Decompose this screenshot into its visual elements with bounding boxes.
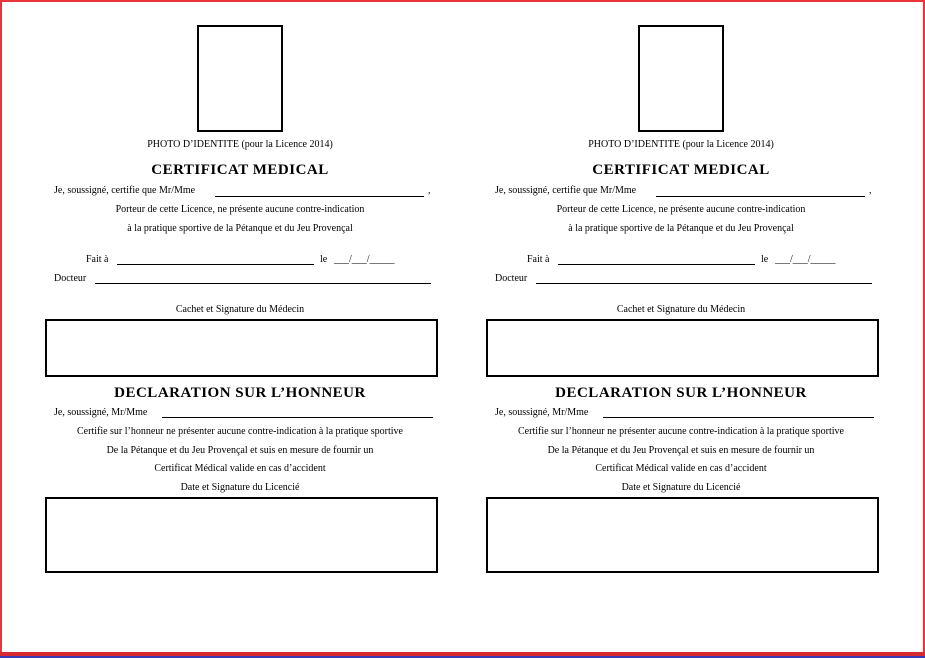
fait-label: Fait à [527,254,550,265]
doctor-signature-box[interactable] [486,319,879,377]
photo-caption: PHOTO D’IDENTITE (pour la Licence 2014) [588,139,774,150]
cert-name-field[interactable] [656,196,865,197]
date-field[interactable]: ___/___/_____ [775,254,836,265]
docteur-label: Docteur [54,273,87,284]
decl-text-3: Certificat Médical valide en cas d’accident [595,463,767,474]
photo-placeholder [197,25,283,132]
cert-name-comma: , [869,185,872,196]
fait-field[interactable] [558,264,755,265]
licensee-signature-box[interactable] [45,497,438,573]
fait-field[interactable] [117,264,314,265]
cert-text-2: à la pratique sportive de la Pétanque et du Jeu Provençal [568,223,794,234]
docteur-field[interactable] [536,283,872,284]
cert-name-label: Je, soussigné, certifie que Mr/Mme [495,185,637,196]
decl-text-3: Certificat Médical valide en cas d’accident [154,463,326,474]
cert-name-label: Je, soussigné, certifie que Mr/Mme [54,185,196,196]
cert-text-1: Porteur de cette Licence, ne présente aucune contre-indication [115,204,365,215]
cert-text-1: Porteur de cette Licence, ne présente aucune contre-indication [556,204,806,215]
certificate-title: CERTIFICAT MEDICAL [592,162,770,178]
cert-name-comma: , [428,185,431,196]
date-signature-label: Date et Signature du Licencié [180,482,300,493]
license-form-right [441,0,881,650]
decl-text-1: Certifie sur l’honneur ne présenter aucune contre-indication à la pratique sportive [77,426,403,437]
docteur-label: Docteur [495,273,528,284]
cachet-label: Cachet et Signature du Médecin [616,304,746,315]
date-label: le [761,254,769,265]
docteur-field[interactable] [95,283,431,284]
decl-text-1: Certifie sur l’honneur ne présenter aucune contre-indication à la pratique sportive [518,426,844,437]
decl-name-label: Je, soussigné, Mr/Mme [495,407,589,418]
cert-name-field[interactable] [215,196,424,197]
decl-name-field[interactable] [603,417,874,418]
licensee-signature-box[interactable] [486,497,879,573]
photo-placeholder [638,25,724,132]
cachet-label: Cachet et Signature du Médecin [175,304,305,315]
decl-name-field[interactable] [162,417,433,418]
doctor-signature-box[interactable] [45,319,438,377]
cert-text-2: à la pratique sportive de la Pétanque et du Jeu Provençal [127,223,353,234]
photo-caption: PHOTO D’IDENTITE (pour la Licence 2014) [147,139,333,150]
date-signature-label: Date et Signature du Licencié [621,482,741,493]
decl-text-2: De la Pétanque et du Jeu Provençal et suis en mesure de fournir un [547,445,815,456]
decl-name-label: Je, soussigné, Mr/Mme [54,407,148,418]
date-field[interactable]: ___/___/_____ [334,254,395,265]
window-bottom-border [0,652,925,658]
declaration-title: DECLARATION SUR L’HONNEUR [114,385,366,401]
declaration-title: DECLARATION SUR L’HONNEUR [555,385,807,401]
date-label: le [320,254,328,265]
decl-text-2: De la Pétanque et du Jeu Provençal et suis en mesure de fournir un [106,445,374,456]
license-form-left [0,0,440,650]
certificate-title: CERTIFICAT MEDICAL [151,162,329,178]
fait-label: Fait à [86,254,109,265]
